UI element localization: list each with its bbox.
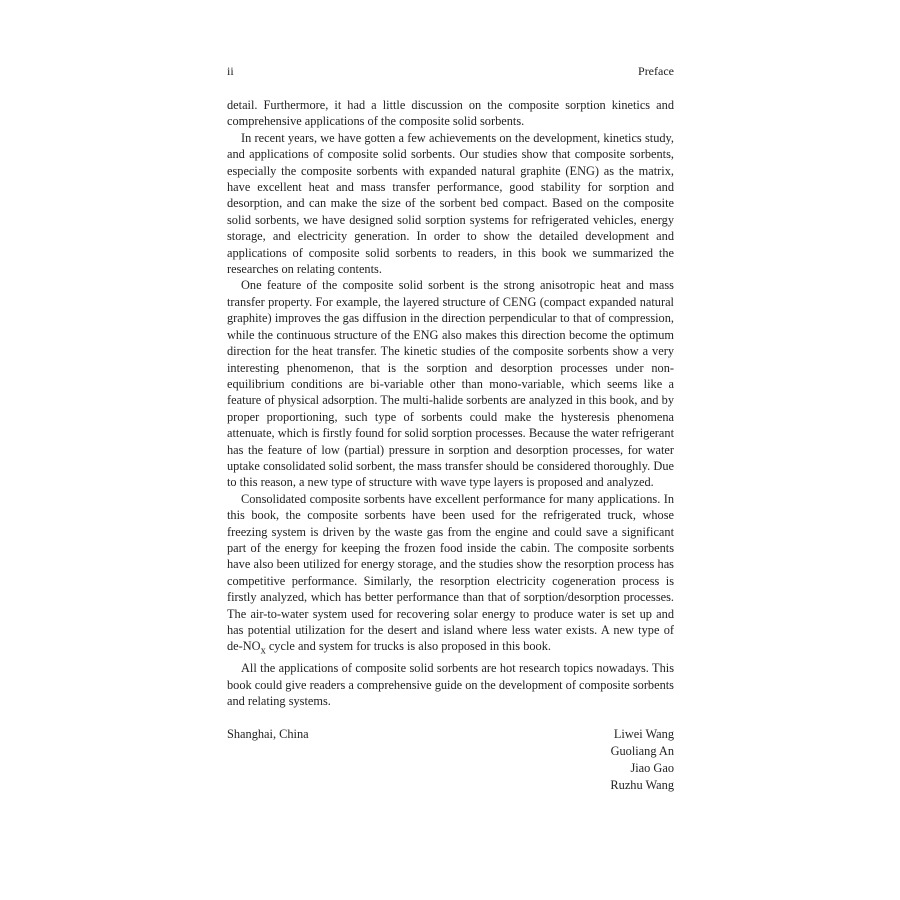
book-page [227,63,674,794]
section-title: Preface [638,64,674,78]
running-head [227,63,674,79]
applications-text: Consolidated composite sorbents have excellent performance for many applications. In this book, the composite sorbents have been used for the refrigerated truck, whose freezing system is driven by the waste gas from the engine and could save a significant part of the energy for keeping the frozen food inside the cabin. The composite sorbents have also been utilized for energy storage, and the studies show the resorption process has competitive performance. Similarly, the resorption electricity cogeneration process is firstly analyzed, which has better performance than that of sorption/desorption processes. The air-to-water system used for recovering solar energy to produce water is set up and has potential utilization for the desert and island where less water exists. A new type of de-NO [227,491,674,654]
paragraph-summary: All the applications of composite solid sorbents are hot research topics nowadays. This book could give readers a comprehensive guide on the development of composite sorbents and relating systems. [227,661,674,709]
signature-block [227,726,674,794]
paragraph-anisotropic: One feature of the composite solid sorbent is the strong anisotropic heat and mass transfer property. For example, the layered structure of CENG (compact expanded natural graphite) improves the gas diffusion in the direction perpendicular to that of compression, while the continuous structure of the ENG also makes this direction become the optimum direction for the heat transfer. The kinetic studies of the composite sorbents show a very interesting phenomenon, that is the sorption and desorption processes under non-equilibrium conditions are bi-variable other than mono-variable, which seems like a feature of physical adsorption. The multi-halide sorbents are analyzed in this book, and by proper proportioning, such type of sorbents could make the hysteresis phenomena attenuate, which is firstly found for solid sorption processes. Because the water refrigerant has the feature of low (partial) pressure in sorption and desorption processes, for water uptake consolidated solid sorbent, the mass transfer should be considered thoroughly. Due to this reason, a new type of structure with wave type layers is proposed and analyzed. [227,278,674,490]
preface-body [227,97,674,710]
paragraph-applications [227,491,674,661]
page-number: ii [227,64,234,78]
author-name: Liwei Wang [613,726,674,741]
nox-subscript: x [260,645,266,657]
paragraph-achievements: In recent years, we have gotten a few achievements on the development, kinetics study, and applications of composite solid sorbents. Our studies show that composite sorbents, especially the composite sorbents with expanded natural graphite (ENG) as the matrix, have excellent heat and mass transfer performance, good stability for sorption and desorption, and can make the size of the sorbent bed compact. Based on the composite solid sorbents, we have designed solid sorption systems for refrigerated vehicles, energy storage, and electricity generation. In order to show the detailed development and applications of composite solid sorbents to readers, in this book we summarized the researches on relating contents. [227,130,674,277]
applications-text-end: cycle and system for trucks is also proposed in this book. [265,639,551,654]
author-name: Guoliang An [610,743,674,758]
author-name: Ruzhu Wang [610,777,674,792]
paragraph-continuation: detail. Furthermore, it had a little discussion on the composite sorption kinetics and comprehensive applications of the composite solid sorbents. [227,98,674,129]
signature-location: Shanghai, China [227,726,309,741]
author-name: Jiao Gao [630,760,674,775]
author-list [610,726,674,794]
